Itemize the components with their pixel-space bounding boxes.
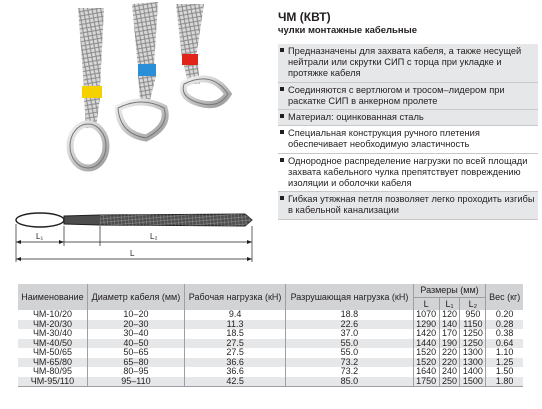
- feature-item: [278, 154, 538, 193]
- cell-l1: 120: [439, 310, 460, 320]
- cell-load: 9.4: [184, 310, 285, 320]
- feature-item: [278, 126, 538, 153]
- cell-l2: 1250: [460, 339, 486, 349]
- table-row: [18, 377, 523, 387]
- spec-table: [18, 284, 523, 387]
- feature-text: Материал: оцинкованная сталь: [288, 112, 424, 123]
- cell-load: 18.5: [184, 329, 285, 339]
- cell-l1: 140: [439, 320, 460, 330]
- cell-name: ЧМ-95/110: [18, 377, 87, 387]
- cell-l2: 1300: [460, 348, 486, 358]
- header-l2: L₂: [460, 297, 486, 310]
- cell-name: ЧМ-80/95: [18, 367, 87, 377]
- cell-weight: 1.10: [486, 348, 523, 358]
- cell-l1: 250: [439, 377, 460, 387]
- cell-l2: 1400: [460, 367, 486, 377]
- cell-break: 73.2: [286, 367, 413, 377]
- cell-break: 55.0: [286, 348, 413, 358]
- cell-load: 27.5: [184, 339, 285, 349]
- cell-break: 73.2: [286, 358, 413, 368]
- feature-text: Специальная конструкция ручного плетения обеспечивает необходимую эластичность: [288, 128, 480, 150]
- cell-l2: 1500: [460, 377, 486, 387]
- cell-l2: 1300: [460, 358, 486, 368]
- cell-weight: 0.20: [486, 310, 523, 320]
- cell-l: 1640: [413, 367, 439, 377]
- cell-diameter: 95–110: [87, 377, 184, 387]
- cell-break: 85.0: [286, 377, 413, 387]
- bullet-icon: [280, 196, 284, 200]
- cell-l2: 950: [460, 310, 486, 320]
- cell-break: 37.0: [286, 329, 413, 339]
- cell-diameter: 65–80: [87, 358, 184, 368]
- feature-text: Предназначены для захвата кабеля, а также несущей нейтрали или скрутки СИП с торца при укладке и протяжке кабеля: [288, 46, 522, 79]
- bullet-icon: [280, 130, 284, 134]
- cell-diameter: 80–95: [87, 367, 184, 377]
- cell-diameter: 20–30: [87, 320, 184, 330]
- product-photo: [0, 0, 268, 200]
- dimension-drawing: [0, 210, 260, 270]
- cable-sock-blue-tag: [118, 2, 165, 138]
- header-break: Разрушающая нагрузка (кН): [286, 284, 413, 310]
- header-load: Рабочая нагрузка (кН): [184, 284, 285, 310]
- cell-l1: 240: [439, 367, 460, 377]
- cell-load: 42.5: [184, 377, 285, 387]
- cell-diameter: 10–20: [87, 310, 184, 320]
- bullet-icon: [280, 48, 284, 52]
- bullet-icon: [280, 114, 284, 118]
- header-name: Наименование: [18, 284, 87, 310]
- cell-l1: 190: [439, 339, 460, 349]
- product-subtitle: чулки монтажные кабельные: [278, 25, 418, 36]
- cell-break: 18.8: [286, 310, 413, 320]
- cell-l1: 220: [439, 348, 460, 358]
- cell-l1: 220: [439, 358, 460, 368]
- header-dims: Размеры (мм): [413, 284, 486, 297]
- feature-item: [278, 110, 538, 126]
- feature-text: Однородное распределение нагрузки по всей площади захвата кабельного чулка препятствует повреждению изоляции и оболочки кабеля: [288, 155, 528, 189]
- cell-l: 1440: [413, 339, 439, 349]
- cell-diameter: 40–50: [87, 339, 184, 349]
- feature-list: [278, 44, 538, 220]
- cell-l2: 1150: [460, 320, 486, 330]
- cell-name: ЧМ-10/20: [18, 310, 87, 320]
- label-l: L: [130, 249, 135, 258]
- header-diameter: Диаметр кабеля (мм): [87, 284, 184, 310]
- label-l1: L₁: [36, 232, 44, 241]
- feature-item: [278, 44, 538, 83]
- cell-load: 36.6: [184, 358, 285, 368]
- cell-name: ЧМ-65/80: [18, 358, 87, 368]
- cell-load: 11.3: [184, 320, 285, 330]
- cell-weight: 1.80: [486, 377, 523, 387]
- cell-l: 1520: [413, 348, 439, 358]
- label-l2: L₂: [150, 232, 158, 241]
- feature-item: [278, 192, 538, 219]
- drawing-loop: [16, 213, 64, 227]
- bullet-icon: [280, 87, 284, 91]
- cell-l: 1520: [413, 358, 439, 368]
- cell-weight: 1.50: [486, 367, 523, 377]
- bullet-icon: [280, 158, 284, 162]
- cell-diameter: 30–40: [87, 329, 184, 339]
- cell-load: 36.6: [184, 367, 285, 377]
- feature-item: [278, 83, 538, 110]
- header-l1: L₁: [439, 297, 460, 310]
- product-title: ЧМ (КВТ): [278, 10, 331, 24]
- cell-name: ЧМ-20/30: [18, 320, 87, 330]
- cell-load: 27.5: [184, 348, 285, 358]
- cell-diameter: 50–65: [87, 348, 184, 358]
- cable-sock-yellow-tag: [70, 8, 106, 168]
- cell-l: 1750: [413, 377, 439, 387]
- feature-text: Соединяются с вертлюгом и тросом–лидером при раскатке СИП в анкерном пролете: [288, 84, 505, 106]
- cell-weight: 0.28: [486, 320, 523, 330]
- cell-weight: 1.25: [486, 358, 523, 368]
- header-weight: Вес (кг): [486, 284, 523, 310]
- cell-l: 1070: [413, 310, 439, 320]
- cell-weight: 0.38: [486, 329, 523, 339]
- cell-name: ЧМ-40/50: [18, 339, 87, 349]
- cell-l: 1290: [413, 320, 439, 330]
- cell-l1: 170: [439, 329, 460, 339]
- feature-text: Гибкая утяжная петля позволяет легко проходить изгибы в кабельной канализации: [288, 194, 535, 216]
- cell-break: 55.0: [286, 339, 413, 349]
- cable-sock-red-tag: [176, 4, 228, 105]
- cell-break: 22.6: [286, 320, 413, 330]
- cell-l2: 1250: [460, 329, 486, 339]
- cell-l: 1420: [413, 329, 439, 339]
- cell-name: ЧМ-50/65: [18, 348, 87, 358]
- cell-weight: 0.64: [486, 339, 523, 349]
- cell-name: ЧМ-30/40: [18, 329, 87, 339]
- header-l: L: [413, 297, 439, 310]
